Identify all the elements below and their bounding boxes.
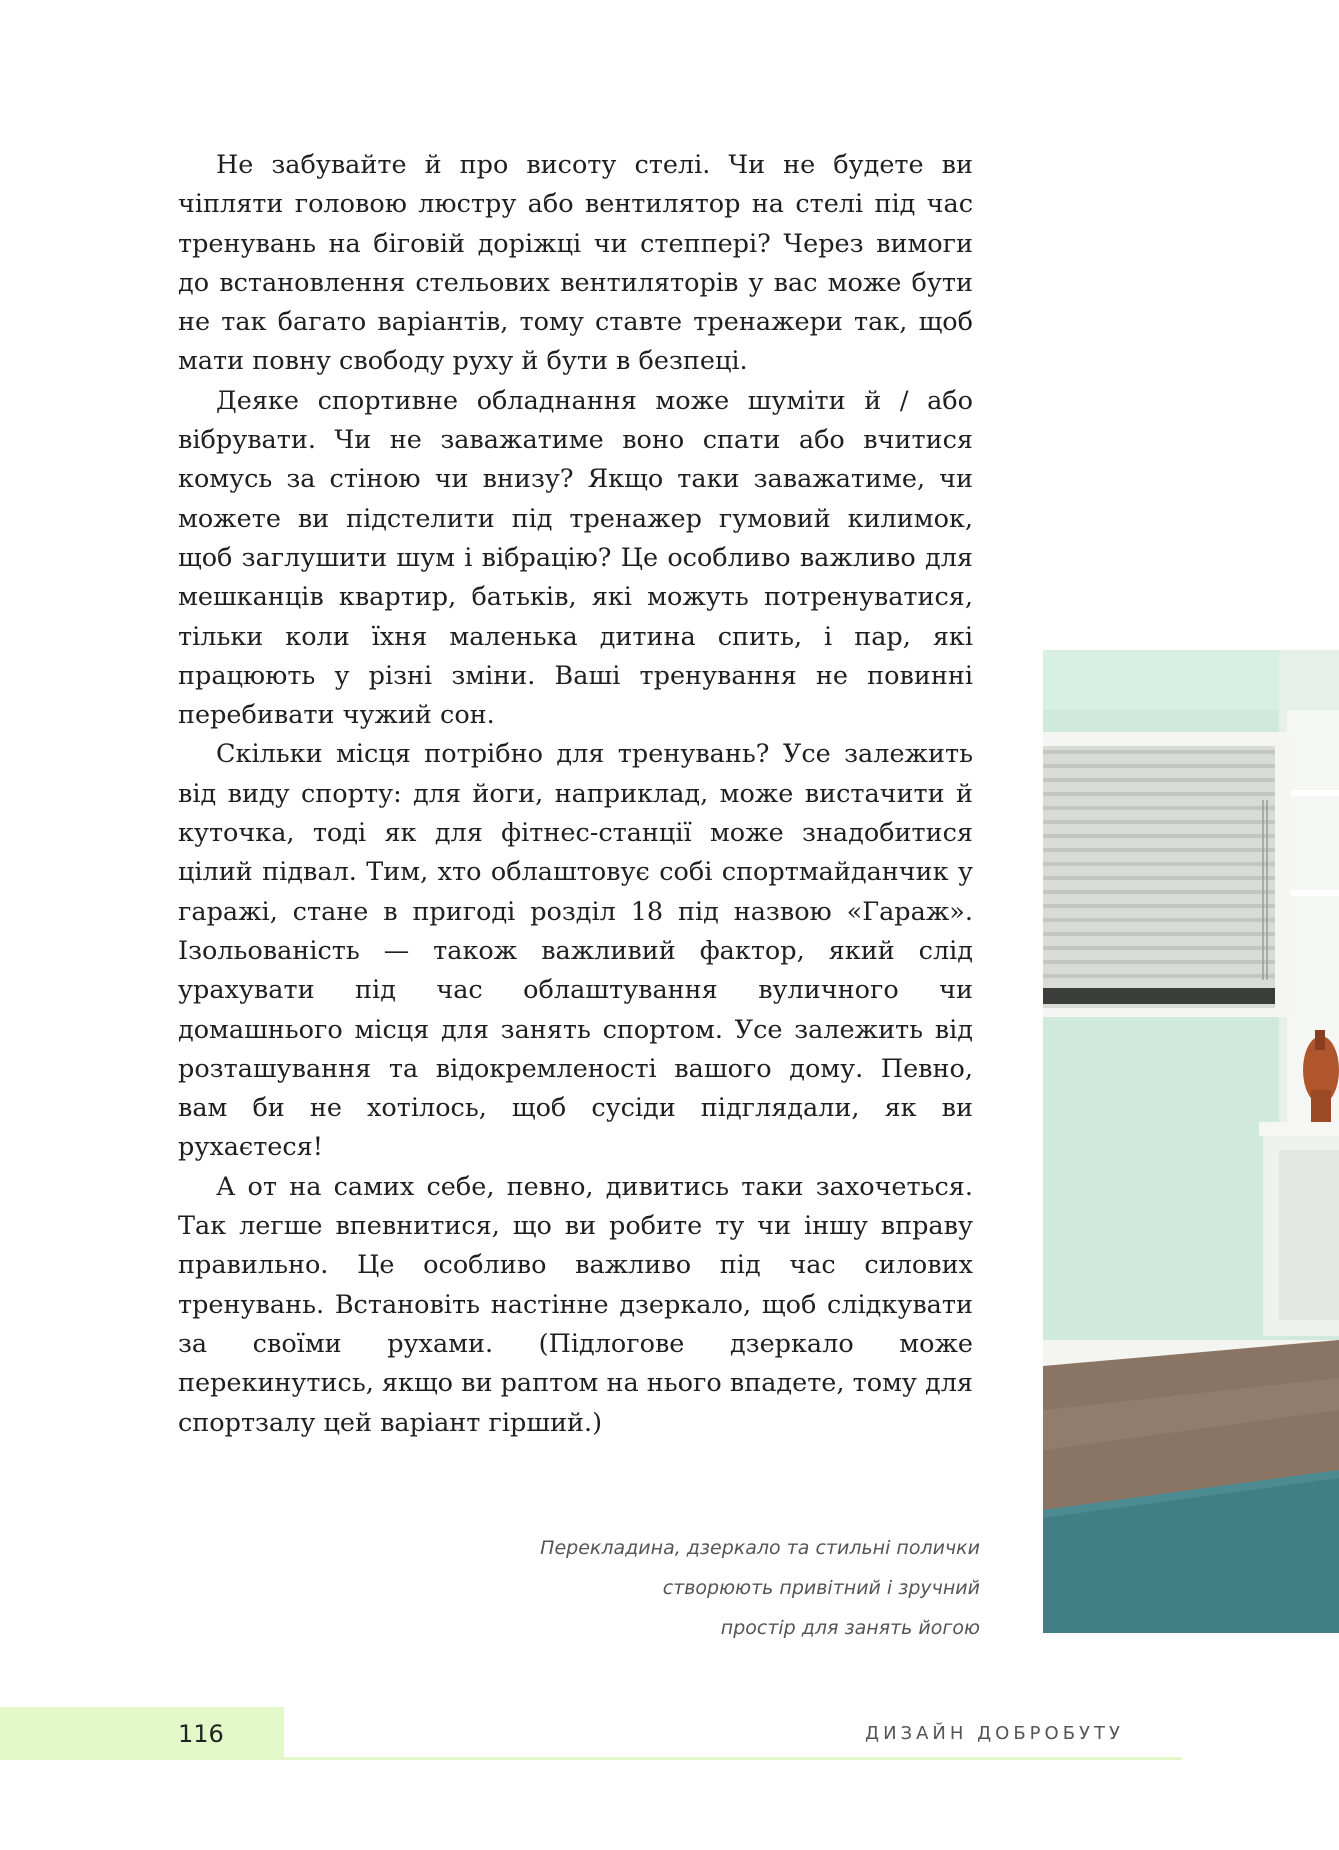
footer-divider <box>0 1757 1182 1760</box>
photo-caption <box>430 1528 980 1648</box>
paragraph-3: Скільки місця потрібно для тренувань? Усе залежить від виду спорту: для йоги, наприклад, може вистачити й куточка, тоді як для фітнес-станції може знадобитися цілий підвал. Тим, хто облаштовує собі спортмайданчик у гаражі, стане в пригоді розділ 18 під назвою «Гараж». Ізольованість — також важливий фактор, який слід урахувати під час облаштування вуличного чи домашнього місця для занять спортом. Усе залежить від розташування та відокремленості вашого дому. Певно, вам би не хотілось, щоб сусіди підглядали, як ви рухаєтеся! <box>178 739 973 1163</box>
paragraph-1: Не забувайте й про висоту стелі. Чи не будете ви чіпляти головою люстру або вентилятор на стелі під час тренувань на біговій доріжці чи степпері? Через вимоги до встановлення стельових вентиляторів у вас може бути не так багато варіантів, тому ставте тренажери так, щоб мати повну свободу руху й бути в безпеці. <box>178 150 973 377</box>
footer-accent-band <box>0 1707 284 1759</box>
yoga-room-photo <box>1043 650 1339 1633</box>
paragraph-2: Деяке спортивне обладнання може шуміти й / або вібрувати. Чи не заважатиме воно спати або вчитися комусь за стіною чи внизу? Якщо таки заважатиме, чи можете ви підстелити під тренажер гумовий килимок, щоб заглушити шум і вібрацію? Це особливо важливо для мешканців квартир, батьків, які можуть потренуватися, тільки коли їхня маленька дитина спить, і пар, які працюють у різні зміни. Ваші тренування не повинні перебивати чужий сон. <box>178 385 973 731</box>
caption-line-3: простір для занять йогою <box>720 1617 980 1639</box>
page-number: 116 <box>178 1720 224 1748</box>
yoga-room-illustration <box>1043 650 1339 1633</box>
caption-line-1: Перекладина, дзеркало та стильні полички <box>540 1537 980 1559</box>
paragraph-4: А от на самих себе, певно, дивитись таки захочеться. Так легше впевнитися, що ви робите ту чи іншу вправу правильно. Це особливо важливо під час силових тренувань. Встановіть настінне дзеркало, щоб слідкувати за своїми рухами. (Підлогове дзеркало може перекинутись, якщо ви раптом на нього впадете, тому для спортзалу цей варіант гірший.) <box>178 1171 973 1438</box>
body-text <box>178 146 973 1443</box>
running-title: ДИЗАЙН ДОБРОБУТУ <box>865 1723 1124 1744</box>
caption-line-2: створюють привітний і зручний <box>662 1577 980 1599</box>
